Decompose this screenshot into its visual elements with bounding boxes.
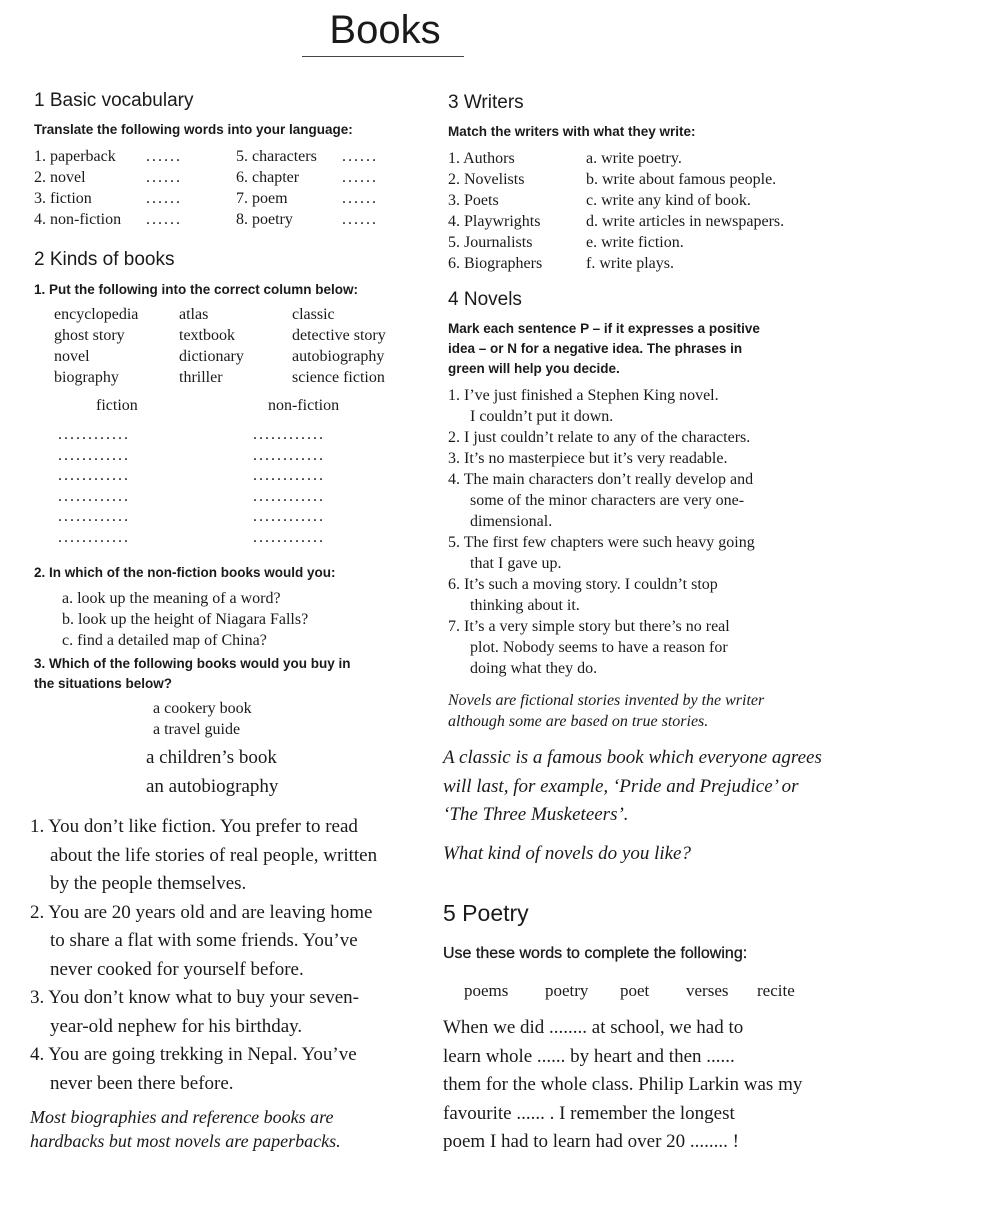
list-item: a. look up the meaning of a word? — [62, 590, 281, 607]
sentence-item: 1. I’ve just finished a Stephen King novel. I couldn’t put it down. — [448, 387, 719, 425]
writer-item: 2. Novelists b. write about famous people. — [448, 171, 777, 188]
word-grid — [54, 304, 386, 388]
books-big-list — [146, 744, 278, 801]
section-2-q2: 2. In which of the non-fiction books would you: — [34, 565, 336, 580]
situation-item: 1. You don’t like fiction. You prefer to read about the life stories of real people, written by the people themselves. — [30, 816, 378, 894]
section-2-q1: 1. Put the following into the correct column below: — [34, 282, 359, 297]
list-item: c. find a detailed map of China? — [62, 632, 267, 649]
writer-item: 1. Authors a. write poetry. — [448, 150, 682, 167]
writer-item: 6. Biographers f. write plays. — [448, 255, 674, 272]
column-fiction-label: fiction — [96, 397, 138, 414]
section-2-note: Most biographies and reference books are hardbacks but most novels are paperbacks. — [30, 1107, 341, 1151]
fiction-blanks: ............ ............ ............ ............ ............ ............ — [58, 426, 130, 546]
writers-list — [448, 148, 784, 274]
word-grid-row: novel dictionary autobiography — [54, 348, 385, 365]
classic-note: A classic is a famous book which everyone agrees will last, for example, ‘Pride and Prejudice’ or ‘The Three Musketeers’. — [443, 747, 822, 825]
sentence-item: 2. I just couldn’t relate to any of the characters. — [448, 429, 751, 446]
word-bank-item: poetry — [545, 981, 589, 1000]
nonfiction-blanks: ............ ............ ............ ............ ............ ............ — [253, 426, 325, 546]
word-grid-row: ghost story textbook detective story — [54, 327, 386, 344]
sentence-item: 5. The first few chapters were such heavy going that I gave up. — [448, 534, 755, 572]
list-item: a cookery book — [153, 700, 252, 717]
word-bank-item: poet — [620, 981, 650, 1000]
sentence-item: 4. The main characters don’t really develop and some of the minor characters are very one- dimensional. — [448, 471, 754, 530]
section-5-instruction: Use these words to complete the following: — [443, 945, 748, 962]
vocab-item: 4. non-fiction ...... — [34, 211, 182, 228]
books-small-list — [153, 698, 252, 740]
word-bank-item: poems — [464, 981, 509, 1000]
list-item: a travel guide — [153, 721, 241, 738]
writer-item: 4. Playwrights d. write articles in newspapers. — [448, 213, 785, 230]
novels-note: Novels are fictional stories invented by the writer although some are based on true stories. — [448, 692, 765, 730]
word-bank-item: verses — [686, 981, 729, 1000]
section-4-instruction: Mark each sentence P – if it expresses a positive idea – or N for a negative idea. The phrases in green will help you decide. — [448, 321, 760, 376]
word-bank-item: recite — [757, 981, 795, 1000]
vocab-item: 1. paperback ...... — [34, 148, 182, 165]
writer-item: 3. Poets c. write any kind of book. — [448, 192, 751, 209]
situation-item: 2. You are 20 years old and are leaving home to share a flat with some friends. You’ve never cooked for yourself before. — [30, 901, 373, 980]
vocab-item: 6. chapter ...... — [236, 169, 378, 186]
section-1-instruction: Translate the following words into your language: — [34, 122, 353, 137]
word-grid-row: encyclopedia atlas classic — [54, 306, 335, 323]
vocab-item: 5. characters ...... — [236, 148, 378, 165]
word-grid-row: biography thriller science fiction — [54, 369, 385, 386]
vocab-right-list — [236, 146, 378, 230]
situations-list — [30, 813, 377, 1098]
vocab-item: 3. fiction ...... — [34, 190, 182, 207]
section-1-heading: 1 Basic vocabulary — [34, 90, 194, 111]
q2-items — [62, 588, 308, 651]
list-item: an autobiography — [146, 775, 279, 797]
writer-item: 5. Journalists e. write fiction. — [448, 234, 684, 251]
list-item: b. look up the height of Niagara Falls? — [62, 611, 309, 628]
poetry-word-bank — [464, 980, 795, 1001]
page-title: Books — [329, 8, 441, 52]
title-underline — [302, 56, 464, 57]
section-4-heading: 4 Novels — [448, 289, 522, 310]
sentence-item: 7. It’s a very simple story but there’s no real plot. Nobody seems to have a reason for doing what they do. — [448, 618, 730, 677]
section-3-heading: 3 Writers — [448, 92, 524, 113]
vocab-left-list — [34, 146, 182, 230]
novels-question: What kind of novels do you like? — [443, 843, 691, 864]
sentence-item: 3. It’s no masterpiece but it’s very readable. — [448, 450, 728, 467]
column-nonfiction-label: non-fiction — [268, 397, 340, 414]
vocab-item: 8. poetry ...... — [236, 211, 378, 228]
vocab-item: 2. novel ...... — [34, 169, 182, 186]
section-2-q3: 3. Which of the following books would you buy in the situations below? — [34, 656, 351, 691]
section-2-heading: 2 Kinds of books — [34, 249, 175, 270]
sentence-item: 6. It’s such a moving story. I couldn’t stop thinking about it. — [448, 576, 718, 614]
novel-sentences — [448, 385, 755, 679]
section-3-instruction: Match the writers with what they write: — [448, 124, 696, 139]
situation-item: 4. You are going trekking in Nepal. You’ve never been there before. — [30, 1044, 357, 1094]
vocab-item: 7. poem ...... — [236, 190, 378, 207]
poetry-paragraph: When we did ........ at school, we had to learn whole ...... by heart and then ...... them for the whole class. Philip Larkin was my favourite ...... . I remember the longest poem I had to learn had over 20 ........ ! — [443, 1017, 803, 1152]
list-item: a children’s book — [146, 747, 277, 768]
section-5-heading: 5 Poetry — [443, 900, 529, 926]
situation-item: 3. You don’t know what to buy your seven- year-old nephew for his birthday. — [30, 987, 359, 1037]
